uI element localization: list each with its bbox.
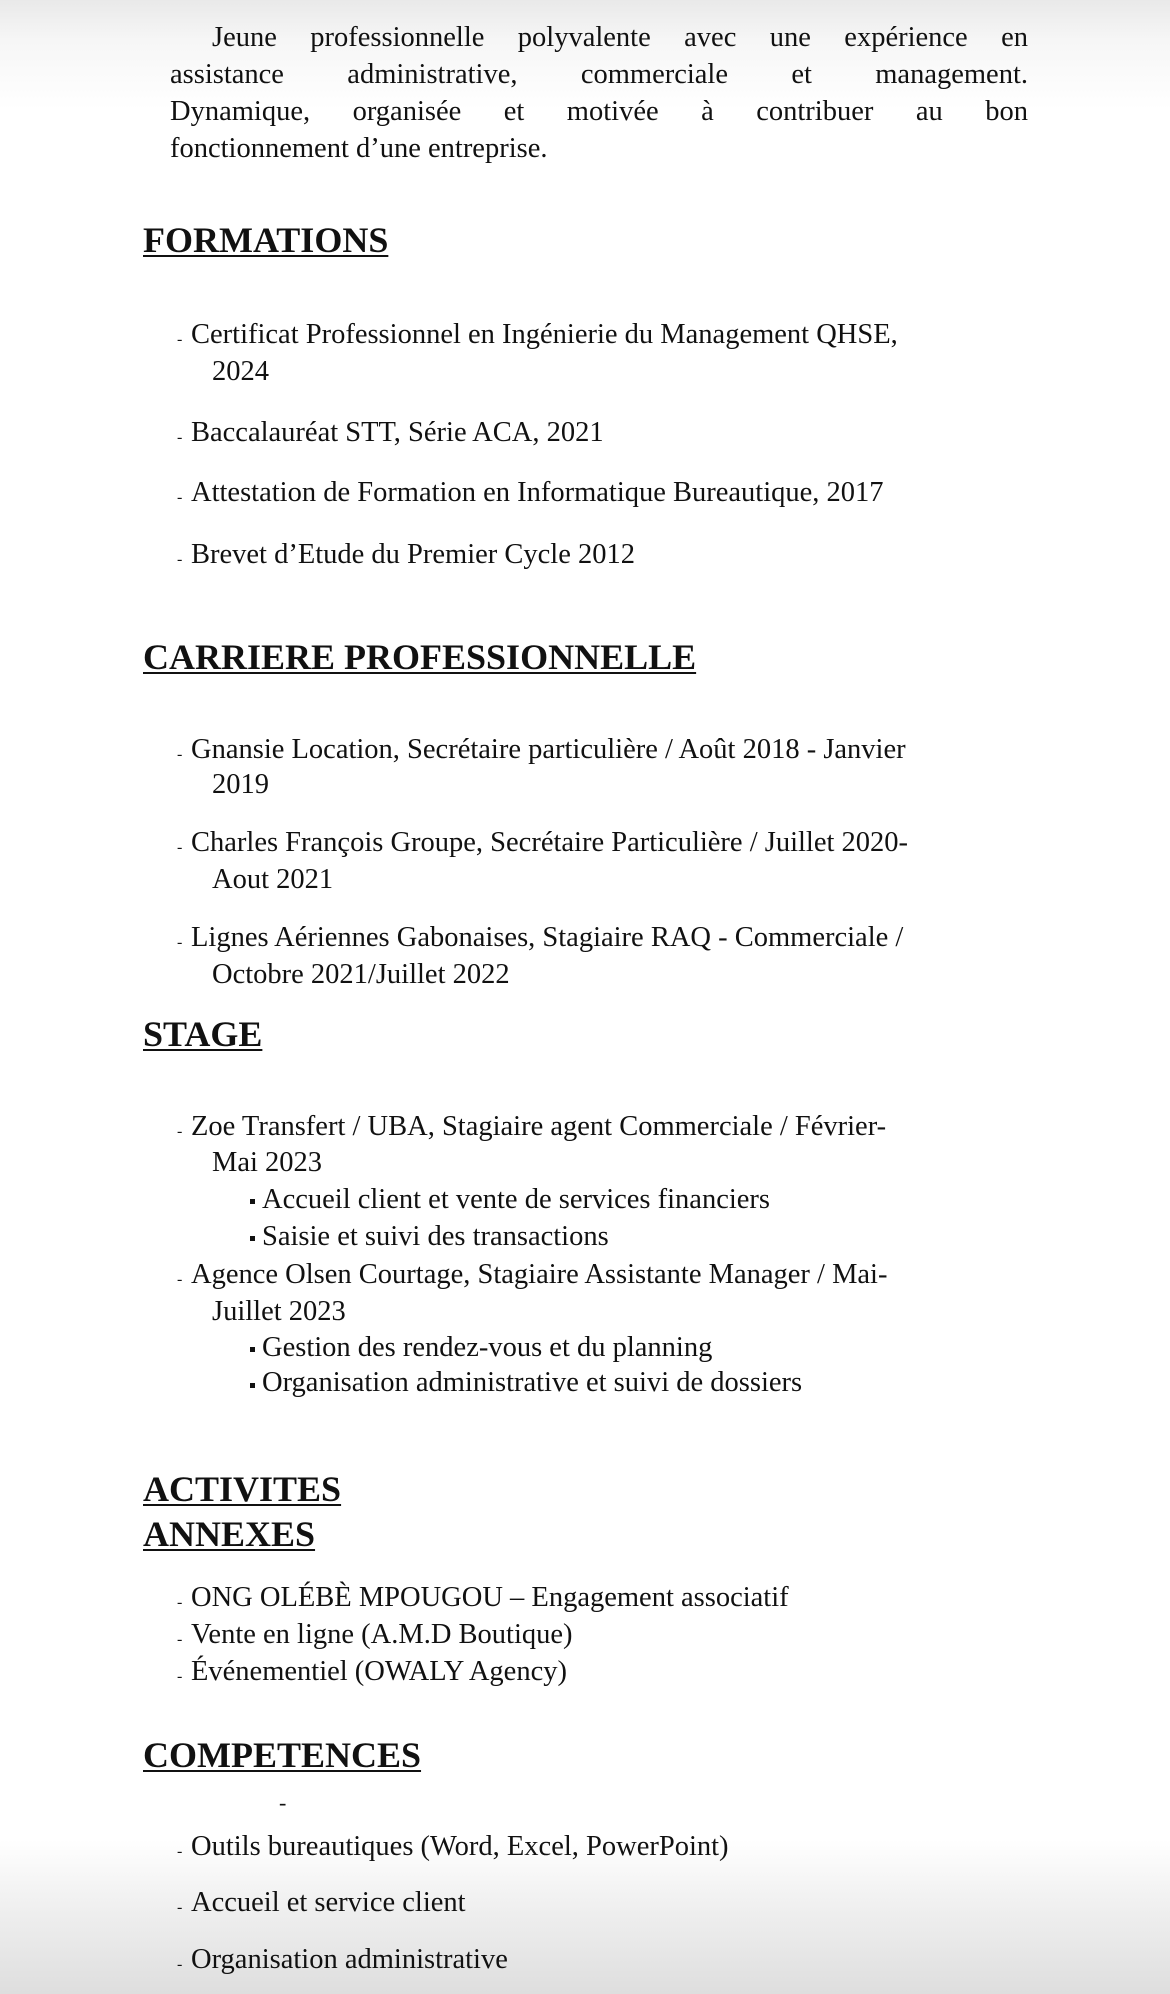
dash-bullet: - — [177, 429, 183, 446]
dash-bullet: - — [177, 1594, 183, 1611]
list-item-text: Certificat Professionnel en Ingénierie du Management QHSE, — [191, 319, 898, 350]
list-item-text: Attestation de Formation en Informatique Bureautique, 2017 — [191, 477, 884, 508]
list-item-text-continued: Juillet 2023 — [212, 1296, 346, 1327]
list-item-text: Outils bureautiques (Word, Excel, PowerPoint) — [191, 1831, 729, 1862]
section-heading-formations: FORMATIONS — [143, 220, 389, 260]
square-bullet-icon — [250, 1199, 255, 1204]
stray-dash: - — [279, 1790, 287, 1815]
dash-bullet: - — [177, 1956, 183, 1973]
dash-bullet: - — [177, 746, 183, 763]
profile-line: Dynamique, organisée et motivée à contribuer au bon — [170, 96, 1028, 127]
list-item-text-continued: 2019 — [212, 769, 269, 800]
profile-line: Jeune professionnelle polyvalente avec une expérience en — [212, 22, 1028, 53]
list-item-text-continued: Aout 2021 — [212, 864, 334, 895]
dash-bullet: - — [177, 1631, 183, 1648]
dash-bullet: - — [177, 331, 183, 348]
section-heading-competences: COMPETENCES — [143, 1735, 422, 1775]
list-item-text-continued: Octobre 2021/Juillet 2022 — [212, 959, 510, 990]
square-bullet-icon — [250, 1383, 255, 1388]
list-item-text: Baccalauréat STT, Série ACA, 2021 — [191, 417, 604, 448]
dash-bullet: - — [177, 1123, 183, 1140]
sub-list-item-text: Organisation administrative et suivi de dossiers — [262, 1367, 803, 1398]
list-item-text-continued: 2024 — [212, 356, 269, 387]
dash-bullet: - — [177, 839, 183, 856]
profile-line: assistance administrative, commerciale et management. — [170, 59, 1028, 90]
list-item-text: Organisation administrative — [191, 1944, 508, 1975]
sub-list-item-text: Gestion des rendez-vous et du planning — [262, 1332, 713, 1363]
list-item-text-continued: Mai 2023 — [212, 1147, 323, 1178]
list-item-text: Charles François Groupe, Secrétaire Particulière / Juillet 2020- — [191, 827, 909, 858]
list-item-text: Vente en ligne (A.M.D Boutique) — [191, 1619, 573, 1650]
dash-bullet: - — [177, 934, 183, 951]
section-heading-stage: STAGE — [143, 1014, 263, 1054]
square-bullet-icon — [250, 1347, 255, 1352]
list-item-text: Brevet d’Etude du Premier Cycle 2012 — [191, 539, 636, 570]
section-heading-annexes: ANNEXES — [143, 1514, 316, 1554]
dash-bullet: - — [177, 1843, 183, 1860]
list-item-text: Zoe Transfert / UBA, Stagiaire agent Commerciale / Février- — [191, 1111, 887, 1142]
section-heading-activites: ACTIVITES — [143, 1469, 342, 1509]
dash-bullet: - — [177, 1271, 183, 1288]
sub-list-item-text: Accueil client et vente de services financiers — [262, 1184, 771, 1215]
list-item-text: Événementiel (OWALY Agency) — [191, 1656, 567, 1687]
dash-bullet: - — [177, 489, 183, 506]
dash-bullet: - — [177, 551, 183, 568]
profile-line: fonctionnement d’une entreprise. — [170, 133, 548, 164]
list-item-text: Gnansie Location, Secrétaire particulière / Août 2018 - Janvier — [191, 734, 906, 765]
square-bullet-icon — [250, 1236, 255, 1241]
list-item-text: ONG OLÉBÈ MPOUGOU – Engagement associatif — [191, 1582, 789, 1613]
section-heading-carriere: CARRIERE PROFESSIONNELLE — [143, 637, 697, 677]
list-item-text: Lignes Aériennes Gabonaises, Stagiaire RAQ - Commerciale / — [191, 922, 904, 953]
sub-list-item-text: Saisie et suivi des transactions — [262, 1221, 609, 1252]
dash-bullet: - — [177, 1668, 183, 1685]
list-item-text: Accueil et service client — [191, 1887, 466, 1918]
dash-bullet: - — [177, 1899, 183, 1916]
list-item-text: Agence Olsen Courtage, Stagiaire Assistante Manager / Mai- — [191, 1259, 888, 1290]
